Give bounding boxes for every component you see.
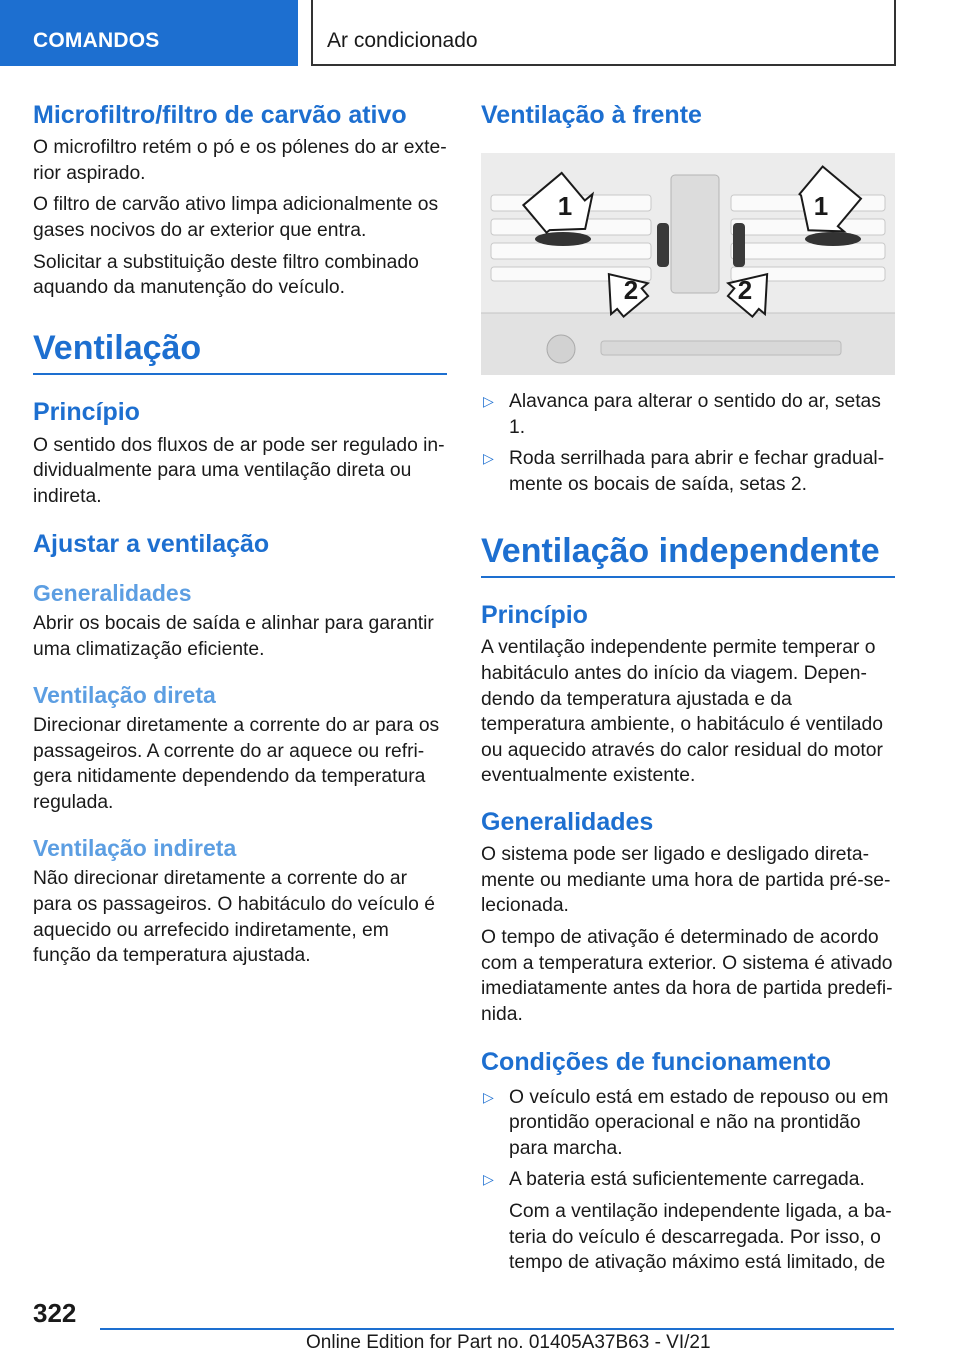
chapter-tab	[311, 0, 896, 66]
figure-label-1-left: 1	[557, 191, 573, 222]
heading-generalidades: Generalidades	[481, 807, 654, 836]
paragraph: O sentido dos fluxos de ar pode ser regulado individualmente para uma ventilação direta ou indireta.	[33, 434, 445, 507]
heading-ventilacao-frente: Ventilação à frente	[481, 101, 702, 129]
heading-microfiltro: Microfiltro/filtro de carvão ativo	[33, 101, 407, 129]
list-item: ▷ A bateria está suficientemente carregada.	[481, 1167, 895, 1193]
figure-label-1-right: 1	[813, 191, 829, 222]
triangle-bullet-icon: ▷	[483, 450, 494, 467]
condicoes-list	[481, 1085, 895, 1193]
heading-principio: Princípio	[481, 601, 588, 630]
chapter-title: Ar condicionado	[327, 29, 478, 52]
heading-generalidades: Generalidades	[33, 579, 192, 606]
figure-label-2-right: 2	[737, 275, 753, 306]
heading-ventilacao: Ventilação	[33, 327, 447, 376]
heading-ventilacao-indireta: Ventilação indireta	[33, 834, 237, 861]
vent-figure	[481, 153, 895, 375]
left-column	[33, 100, 447, 969]
frente-list	[481, 389, 895, 497]
paragraph: O filtro de carvão ativo limpa adicionalmente os gases nocivos do ar exterior que entra.	[33, 194, 439, 242]
triangle-bullet-icon: ▷	[483, 1088, 494, 1105]
heading-principio: Princípio	[33, 398, 140, 427]
paragraph: A ventilação independente permite temperar o habitáculo antes do início da viagem. Dependendo da temperatura ajustada e da temperatura ambiente, o habitáculo é ventilado ou aquecido através do calor residual do motor eventualmente existente.	[481, 637, 883, 787]
heading-condicoes: Condições de funcionamento	[481, 1048, 832, 1077]
paragraph: O tempo de ativação é determinado de acordo com a temperatura exterior. O sistema é ativado imediatamente antes da hora de partida predefinida.	[481, 926, 893, 1025]
footer-edition: Online Edition for Part no. 01405A37B63 - VI/21	[306, 1332, 711, 1353]
list-item: ▷ O veículo está em estado de repouso ou em prontidão operacional e não na prontidão para marcha.	[483, 1086, 889, 1159]
paragraph: Direcionar diretamente a corrente do ar para os passageiros. A corrente do ar aquece ou refrigera nitidamente dependendo da temperatura regulada.	[33, 715, 440, 814]
vent-lever-right	[805, 232, 861, 246]
right-column	[481, 100, 895, 1276]
paragraph: Solicitar a substituição deste filtro combinado aquando da manutenção do veículo.	[33, 251, 419, 299]
thumbwheel-left	[657, 223, 669, 267]
heading-ventilacao-independente: Ventilação independente	[481, 530, 895, 579]
paragraph: Não direcionar diretamente a corrente do ar para os passageiros. O habitáculo do veículo é aquecido ou arrefecido indiretamente, em função da temperatura ajustada.	[33, 868, 435, 967]
heading-ajustar: Ajustar a ventilação	[33, 530, 270, 559]
heading-ventilacao-direta: Ventilação direta	[33, 681, 216, 708]
paragraph: Abrir os bocais de saída e alinhar para garantir uma climatização eficiente.	[33, 613, 434, 660]
thumbwheel-right	[733, 223, 745, 267]
list-item: ▷ Alavanca para alterar o sentido do ar, setas 1.	[483, 391, 881, 438]
triangle-bullet-icon: ▷	[483, 393, 494, 410]
paragraph: O sistema pode ser ligado e desligado diretamente ou mediante uma hora de partida pré-selecionada.	[481, 844, 891, 917]
vent-illustration	[481, 153, 895, 375]
figure-label-2-left: 2	[623, 275, 639, 306]
paragraph: Com a ventilação independente ligada, a bateria do veículo é descarregada. Por isso, o tempo de ativação máximo está limitado, de	[509, 1200, 892, 1274]
list-item: ▷ Roda serrilhada para abrir e fechar gradualmente os bocais de saída, setas 2.	[483, 448, 885, 496]
footer-rule	[100, 1328, 894, 1330]
section-title: COMANDOS	[33, 29, 160, 52]
triangle-bullet-icon: ▷	[483, 1171, 494, 1188]
vent-lever-left	[535, 232, 591, 246]
page-number: 322	[33, 1298, 77, 1328]
paragraph: O microfiltro retém o pó e os pólenes do ar exterior aspirado.	[33, 137, 447, 184]
section-tab	[0, 0, 298, 66]
